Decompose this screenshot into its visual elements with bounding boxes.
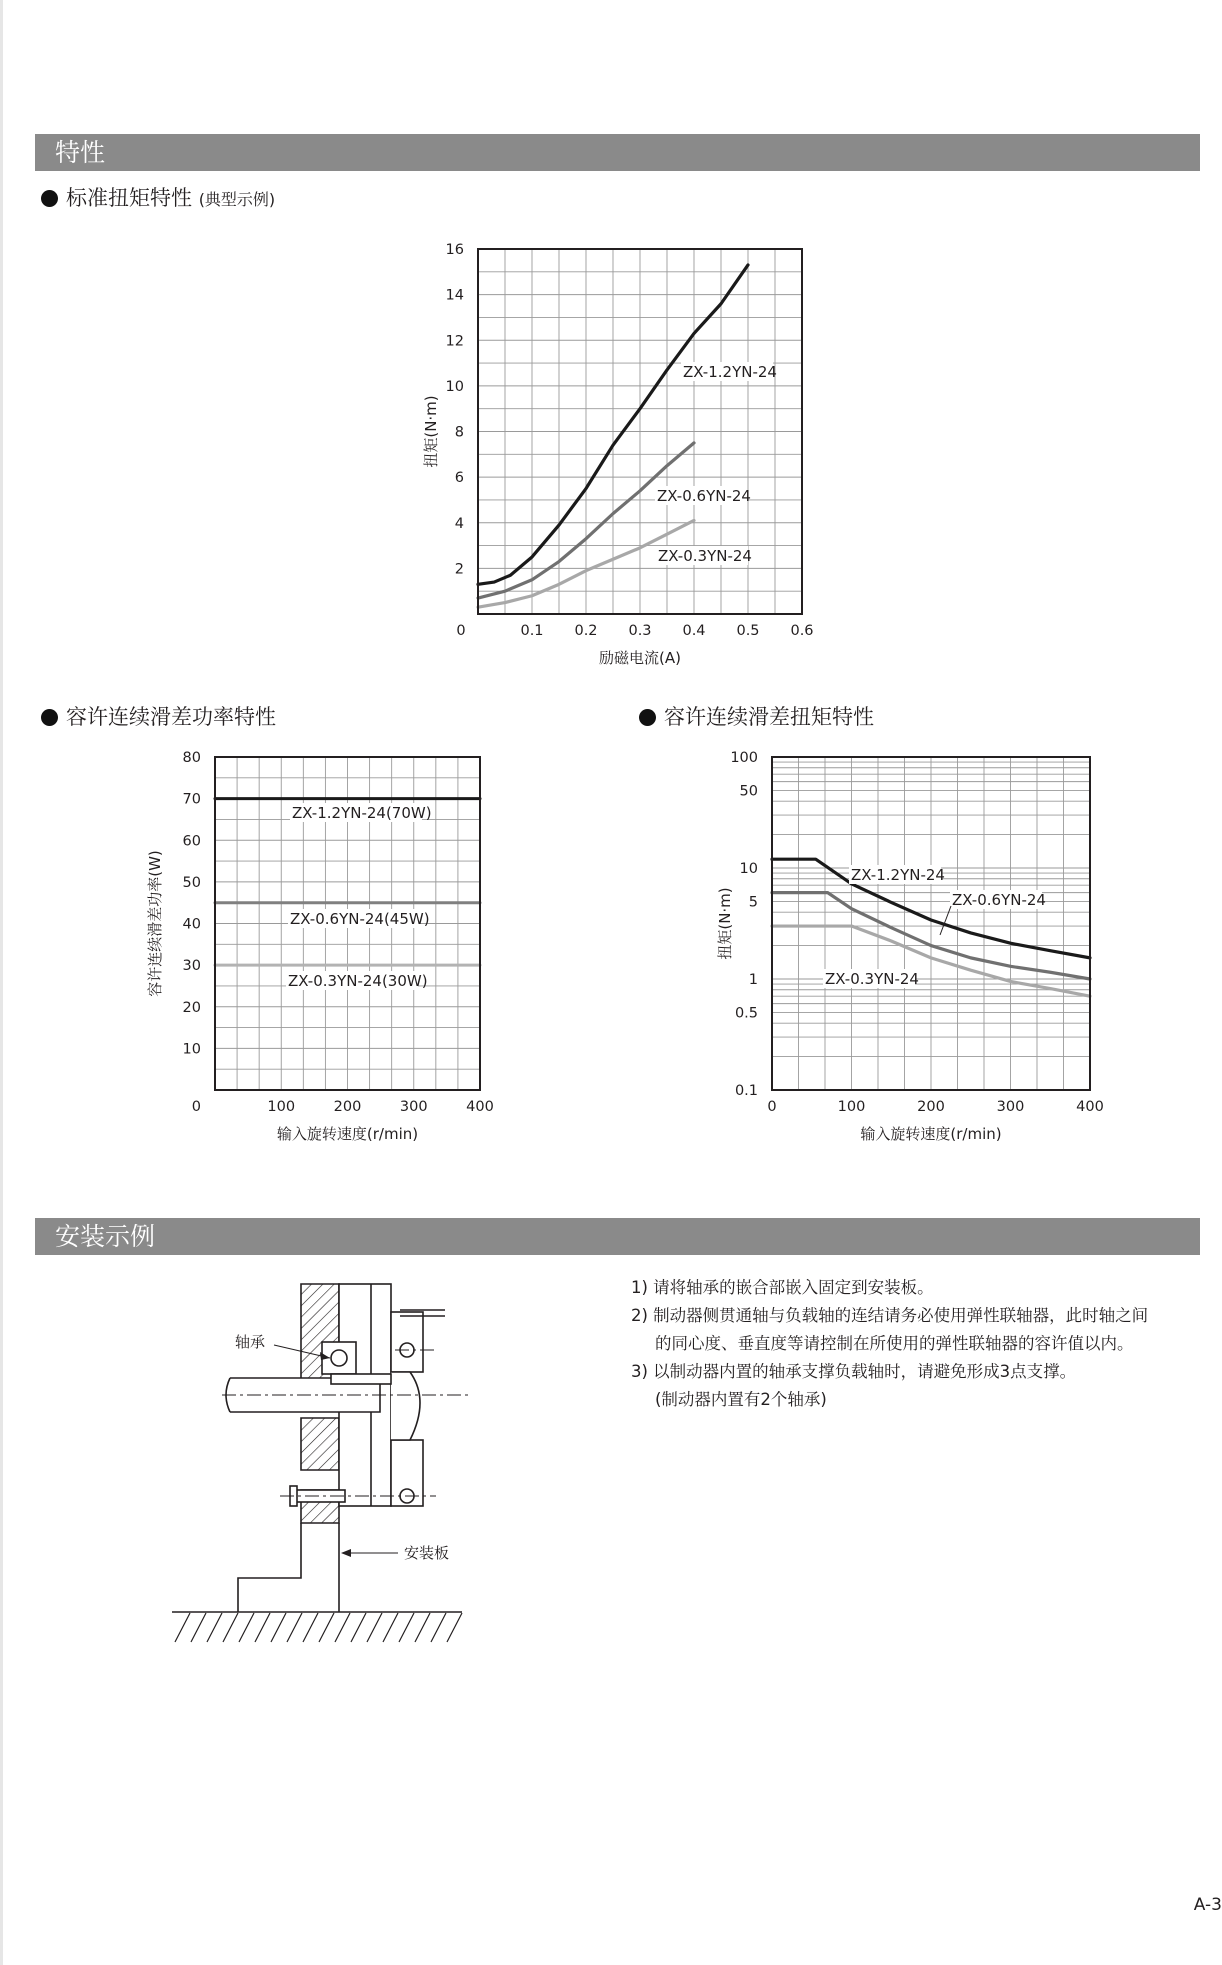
- y-tick-label: 4: [454, 515, 464, 532]
- origin-tick-label: 0: [191, 1099, 201, 1115]
- y-tick-label: 1: [748, 972, 758, 988]
- section-title-characteristics: 特性: [55, 138, 106, 167]
- x-tick-label: 200: [333, 1099, 362, 1115]
- y-tick-label: 50: [739, 783, 758, 800]
- x-tick-label: 100: [837, 1099, 866, 1115]
- note-3: 3) 以制动器内置的轴承支撑负载轴时，请避免形成3点支撑。: [631, 1362, 1077, 1381]
- installation-notes: [631, 1274, 1148, 1414]
- brake-rotor-block: [391, 1312, 423, 1372]
- y-tick-label: 16: [445, 242, 464, 258]
- y-tick-label: 60: [182, 833, 201, 850]
- x-tick-label: 0.6: [790, 623, 814, 639]
- series-label-leader: [940, 906, 951, 935]
- series-label: ZX-0.3YN-24: [825, 970, 919, 988]
- y-axis-label: 扭矩(N·m): [422, 395, 440, 468]
- series-label: ZX-1.2YN-24(70W): [292, 804, 432, 822]
- brake-armature: [391, 1372, 420, 1440]
- mounting-plate-label: 安装板: [404, 1544, 450, 1562]
- ground-hatching: [175, 1613, 462, 1642]
- series-label: ZX-1.2YN-24: [851, 866, 945, 884]
- series-label: ZX-0.3YN-24: [658, 547, 752, 565]
- y-tick-label: 6: [454, 470, 464, 487]
- x-tick-label: 200: [917, 1099, 945, 1115]
- x-tick-label: 300: [399, 1099, 428, 1115]
- installation-diagram: [165, 1270, 475, 1650]
- x-tick-label: 0.4: [682, 623, 706, 639]
- series-label: ZX-0.6YN-24: [952, 891, 1046, 909]
- y-axis-label: 容许连续滑差功率(W): [146, 850, 164, 997]
- y-tick-label: 2: [454, 561, 464, 578]
- x-tick-label: 0.3: [628, 623, 652, 639]
- arrow-icon: [341, 1549, 351, 1557]
- mounting-plate-base: [238, 1523, 301, 1612]
- y-tick-label: 12: [445, 333, 464, 350]
- x-tick-label: 0.5: [736, 623, 760, 639]
- series-label: ZX-0.3YN-24(30W): [288, 972, 428, 990]
- y-tick-label: 30: [182, 958, 201, 975]
- y-tick-label: 10: [182, 1041, 201, 1058]
- y-tick-label: 100: [730, 750, 758, 766]
- origin-tick-label: 0: [456, 623, 466, 639]
- series-label: ZX-1.2YN-24: [683, 363, 777, 381]
- x-tick-label: 0.1: [520, 623, 544, 639]
- heading-standard-torque-note: (典型示例): [198, 190, 276, 209]
- y-tick-label: 0.5: [734, 1005, 758, 1022]
- series-label: ZX-0.6YN-24(45W): [290, 910, 430, 928]
- page-number: A-3: [1193, 1895, 1222, 1915]
- note-2-continued: 的同心度、垂直度等请控制在所使用的弹性联轴器的容许值以内。: [655, 1334, 1134, 1353]
- bearing-label: 轴承: [235, 1333, 266, 1351]
- x-tick-label: 0: [767, 1099, 777, 1115]
- x-tick-label: 100: [267, 1099, 296, 1115]
- section-title-installation: 安装示例: [55, 1222, 156, 1251]
- x-tick-label: 0.2: [574, 623, 598, 639]
- heading-slip-torque-text: 容许连续滑差扭矩特性: [664, 705, 874, 729]
- y-tick-label: 50: [182, 874, 201, 891]
- y-axis-label: 扭矩(N·m): [716, 887, 734, 960]
- note-3-continued: (制动器内置有2个轴承): [655, 1390, 827, 1409]
- y-tick-label: 40: [182, 916, 201, 933]
- y-tick-label: 70: [182, 791, 201, 808]
- bearing-sleeve: [331, 1374, 391, 1384]
- heading-standard-torque-text: 标准扭矩特性: [66, 186, 192, 210]
- y-tick-label: 10: [739, 861, 758, 877]
- y-tick-label: 10: [445, 378, 464, 395]
- x-axis-label: 输入旋转速度(r/min): [860, 1125, 1002, 1143]
- y-tick-label: 0.1: [734, 1083, 758, 1099]
- x-axis-label: 输入旋转速度(r/min): [276, 1125, 419, 1143]
- y-tick-label: 20: [182, 999, 201, 1016]
- x-tick-label: 400: [466, 1099, 494, 1115]
- plate-middle-section: [301, 1418, 339, 1470]
- y-tick-label: 14: [445, 287, 464, 304]
- y-tick-label: 5: [748, 894, 758, 911]
- y-tick-label: 80: [182, 750, 201, 766]
- heading-slip-power-text: 容许连续滑差功率特性: [66, 705, 276, 729]
- x-tick-label: 300: [996, 1099, 1025, 1115]
- x-tick-label: 400: [1076, 1099, 1104, 1115]
- series-label: ZX-0.6YN-24: [657, 487, 751, 505]
- y-tick-label: 8: [454, 424, 464, 441]
- section-band-installation: [35, 1218, 1200, 1255]
- note-2: 2) 制动器侧贯通轴与负载轴的连结请务必使用弹性联轴器，此时轴之间: [631, 1306, 1149, 1325]
- note-1: 1) 请将轴承的嵌合部嵌入固定到安装板。: [631, 1278, 934, 1297]
- x-axis-label: 励磁电流(A): [599, 649, 681, 667]
